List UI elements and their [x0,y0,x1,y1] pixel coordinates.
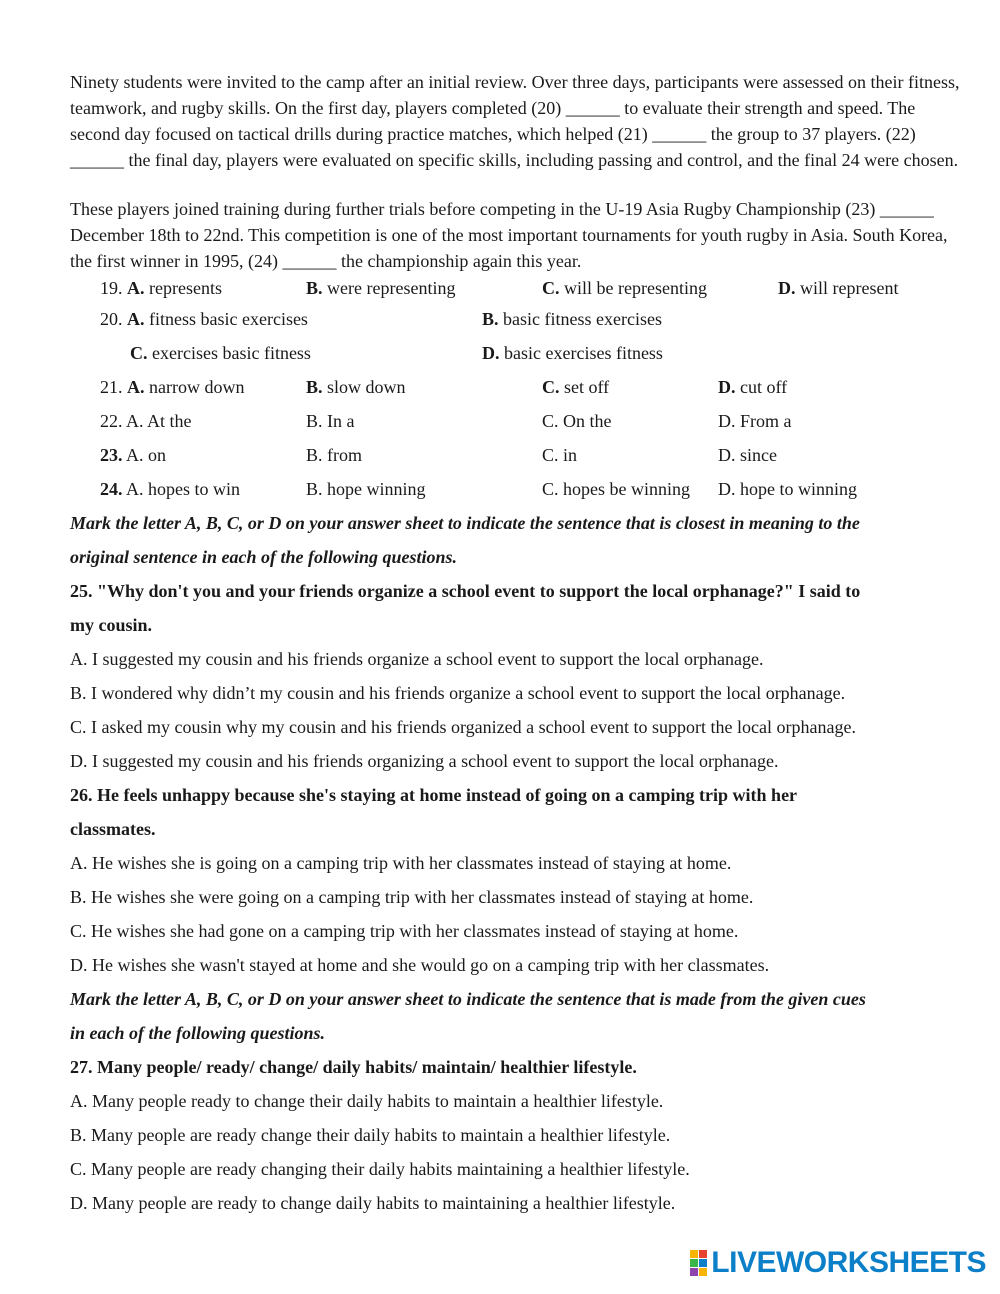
question-24: 24. A. hopes to win B. hope winning C. hopes be winning D. hope to winning [100,478,857,499]
question-23: 23. A. on B. from C. in D. since [100,444,777,465]
question-27: 27. Many people/ ready/ change/ daily habits/ maintain/ healthier lifestyle. [70,1057,637,1077]
option-19-b[interactable]: were representing [322,277,456,298]
question-20-row-1: 20. A. fitness basic exercises B. basic fitness exercises [100,308,662,329]
option-20-b[interactable]: basic fitness exercises [498,308,662,329]
option-26-b[interactable]: B. He wishes she were going on a camping trip with her classmates instead of staying at home. [70,887,754,907]
option-23-d[interactable]: D. since [718,444,777,465]
logo-text: LIVEWORKSHEETS [711,1246,986,1279]
option-20-a[interactable]: fitness basic exercises [144,308,308,329]
option-25-a[interactable]: A. I suggested my cousin and his friends organize a school event to support the local orphanage. [70,649,764,669]
option-22-d[interactable]: D. From a [718,410,792,431]
option-22-a[interactable]: A. At the [126,410,192,431]
option-22-b[interactable]: B. In a [306,410,355,431]
option-23-c[interactable]: C. in [542,444,578,465]
question-26-line-1: 26. He feels unhappy because she's staying at home instead of going on a camping trip with her [70,785,798,805]
option-24-d[interactable]: D. hope to winning [718,478,857,499]
option-25-c[interactable]: C. I asked my cousin why my cousin and his friends organized a school event to support the local orphanage. [70,717,856,737]
option-19-c[interactable]: will be representing [559,277,707,298]
option-23-b[interactable]: B. from [306,444,362,465]
option-27-d[interactable]: D. Many people are ready to change daily habits to maintaining a healthier lifestyle. [70,1193,676,1213]
option-20-c[interactable]: exercises basic fitness [147,342,311,363]
instruction-25-26-line-2: original sentence in each of the following questions. [70,547,458,567]
option-24-c[interactable]: C. hopes be winning [542,478,690,499]
option-26-a[interactable]: A. He wishes she is going on a camping trip with her classmates instead of staying at home. [70,853,732,873]
option-24-b[interactable]: B. hope winning [306,478,426,499]
instruction-27-line-2: in each of the following questions. [70,1023,326,1043]
questions-19-24 [100,274,960,506]
question-21: 21. A. narrow down B. slow down C. set off D. cut off [100,376,788,397]
liveworksheets-logo [690,1246,986,1280]
question-19: 19. A. represents B. were representing C. will be representing D. will represent [100,277,899,298]
option-27-a[interactable]: A. Many people ready to change their daily habits to maintain a healthier lifestyle. [70,1091,664,1111]
instruction-25-26-line-1: Mark the letter A, B, C, or D on your answer sheet to indicate the sentence that is closest in meaning to the [70,513,860,533]
option-21-b[interactable]: slow down [322,376,406,397]
question-20-row-2: C. exercises basic fitness D. basic exercises fitness [130,342,663,363]
question-25-line-1: 25. "Why don't you and your friends organize a school event to support the local orphanage?" I said to [70,581,861,601]
instruction-27-line-1: Mark the letter A, B, C, or D on your answer sheet to indicate the sentence that is made from the given cues [70,989,866,1009]
logo-blocks-icon [690,1250,707,1276]
option-26-d[interactable]: D. He wishes she wasn't stayed at home and she would go on a camping trip with her classmates. [70,955,770,975]
question-26-line-2: classmates. [70,819,156,839]
option-25-d[interactable]: D. I suggested my cousin and his friends organizing a school event to support the local orphanage. [70,751,779,771]
option-21-d[interactable]: cut off [735,376,788,397]
worksheet-page [70,69,960,1220]
option-27-c[interactable]: C. Many people are ready changing their daily habits maintaining a healthier lifestyle. [70,1159,690,1179]
option-20-d[interactable]: basic exercises fitness [499,342,663,363]
option-22-c[interactable]: C. On the [542,410,612,431]
question-22: 22. A. At the B. In a C. On the D. From a [100,410,792,431]
passage-paragraph-1: Ninety students were invited to the camp after an initial review. Over three days, participants were assessed on their fitness, teamwork, and rugby skills. On the first day, players completed (20) ______ to evaluate their strength and speed. The second day focused on tactical drills during practice matches, which helped (21) ______ the group to 37 players. (22) ______ the final day, players were evaluated on specific skills, including passing and control, and the final 24 were chosen. [70,72,960,170]
option-27-b[interactable]: B. Many people are ready change their daily habits to maintain a healthier lifestyle. [70,1125,671,1145]
option-19-a[interactable]: represents [144,277,222,298]
option-24-a[interactable]: A. hopes to win [122,478,241,499]
passage-paragraph-2: These players joined training during further trials before competing in the U-19 Asia Rugby Championship (23) ______ December 18th to 22nd. This competition is one of the most important tournaments for youth rugby in Asia. South Korea, the first winner in 1995, (24) ______ the championship again this year. [70,199,948,271]
question-25-line-2: my cousin. [70,615,153,635]
option-23-a[interactable]: A. on [122,444,167,465]
option-21-c[interactable]: set off [559,376,610,397]
option-25-b[interactable]: B. I wondered why didn’t my cousin and his friends organize a school event to support the local orphanage. [70,683,846,703]
option-21-a[interactable]: narrow down [144,376,245,397]
option-26-c[interactable]: C. He wishes she had gone on a camping trip with her classmates instead of staying at home. [70,921,739,941]
option-19-d[interactable]: will represent [795,277,899,298]
